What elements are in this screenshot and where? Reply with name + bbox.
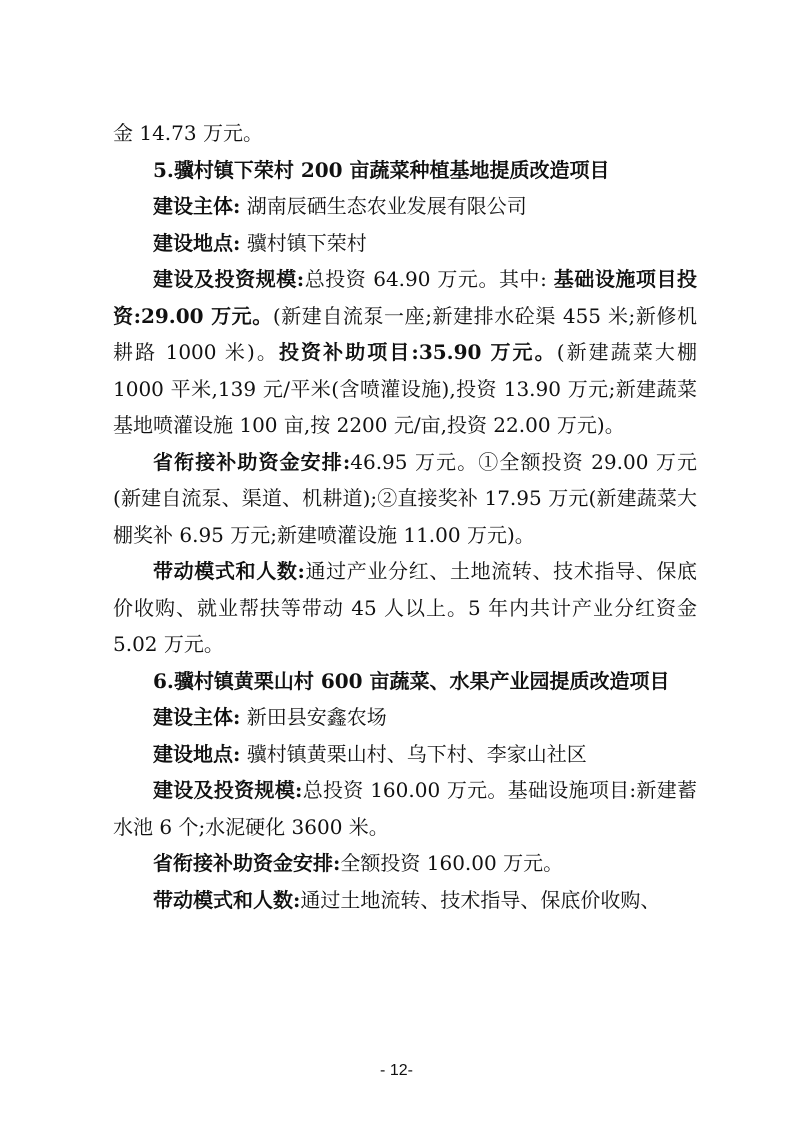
s6-funding-value: 全额投资 160.00 万元。 bbox=[340, 851, 564, 875]
s6-location-value: 骥村镇黄栗山村、乌下村、李家山社区 bbox=[246, 741, 587, 766]
s6-builder-value: 新田县安鑫农场 bbox=[246, 705, 387, 729]
s5-funding bbox=[113, 444, 697, 554]
section-6-heading: 6.骥村镇黄栗山村 600 亩蔬菜、水果产业园提质改造项目 bbox=[153, 668, 670, 693]
s6-builder bbox=[113, 699, 697, 736]
s5-builder bbox=[113, 188, 697, 225]
page-number: - 12- bbox=[380, 1062, 413, 1079]
s6-funding bbox=[113, 845, 697, 882]
s6-mode bbox=[113, 882, 697, 919]
s5-mode-label: 带动模式和人数: bbox=[153, 559, 305, 583]
s5-scale bbox=[113, 261, 697, 444]
s5-builder-value: 湖南辰硒生态农业发展有限公司 bbox=[246, 194, 527, 218]
s6-location-label: 建设地点: bbox=[153, 741, 241, 766]
s6-location bbox=[113, 736, 697, 773]
s5-location-label: 建设地点: bbox=[153, 230, 241, 255]
s6-mode-label: 带动模式和人数: bbox=[153, 887, 301, 912]
s5-scale-label: 建设及投资规模: bbox=[153, 267, 305, 291]
s5-scale-b1: 基础设施项目投资:29.00 万元。 bbox=[113, 267, 697, 328]
s5-mode bbox=[113, 553, 697, 663]
s5-scale-t3: (新建蔬菜大棚 1000 平米,139 元/平米(含喷灌设施),投资 13.90 万元;新建蔬菜基地喷灌设施 100 亩,按 2200 元/亩,投资 22.00 万元)。 bbox=[113, 340, 697, 437]
s5-funding-value: 46.95 万元。①全额投资 29.00 万元(新建自流泵、渠道、机耕道);②直接奖补 17.95 万元(新建蔬菜大棚奖补 6.95 万元;新建喷灌设施 11.00 万元)。 bbox=[113, 449, 697, 547]
s6-scale-value: 总投资 160.00 万元。基础设施项目:新建蓄水池 6 个;水泥硬化 3600 米。 bbox=[113, 778, 698, 839]
continuation-paragraph: 金 14.73 万元。 bbox=[113, 121, 263, 145]
s6-scale-label: 建设及投资规模: bbox=[153, 778, 303, 802]
s5-location-value: 骥村镇下荣村 bbox=[246, 230, 367, 255]
section-5-heading: 5.骥村镇下荣村 200 亩蔬菜种植基地提质改造项目 bbox=[153, 157, 610, 182]
s5-funding-label: 省衔接补助资金安排: bbox=[153, 449, 351, 474]
s5-scale-t1: 总投资 64.90 万元。其中: bbox=[304, 267, 547, 291]
s5-location bbox=[113, 225, 697, 262]
s6-scale bbox=[113, 772, 697, 845]
s6-funding-label: 省衔接补助资金安排: bbox=[153, 851, 341, 875]
s5-scale-b2: 投资补助项目:35.90 万元。 bbox=[278, 340, 557, 364]
s6-builder-label: 建设主体: bbox=[153, 705, 241, 729]
s5-mode-value: 通过产业分红、土地流转、技术指导、保底价收购、就业帮扶等带动 45 人以上。5 年内共计产业分红资金 5.02 万元。 bbox=[113, 559, 697, 656]
body-text bbox=[113, 115, 697, 918]
s5-scale-t2: (新建自流泵一座;新建排水砼渠 455 米;新修机耕路 1000 米)。 bbox=[113, 303, 697, 364]
s5-builder-label: 建设主体: bbox=[153, 194, 241, 218]
s6-mode-value: 通过土地流转、技术指导、保底价收购、 bbox=[300, 887, 661, 912]
